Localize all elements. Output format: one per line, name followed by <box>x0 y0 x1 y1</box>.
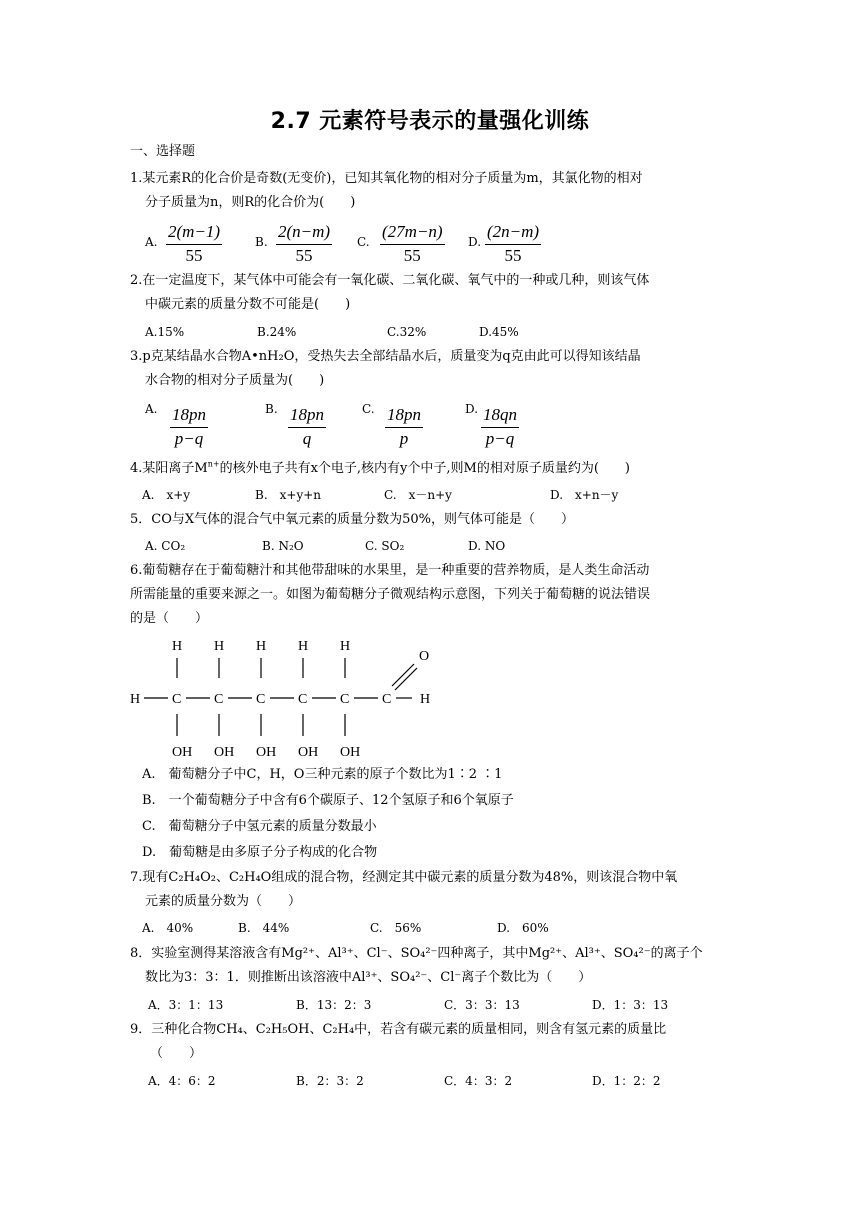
atom-o-top: O <box>419 649 430 664</box>
q6-option-a: A. 葡萄糖分子中C，H，O三种元素的原子个数比为1∶2 ∶1 <box>142 767 503 782</box>
q9-option-c: C．4：3：2 <box>444 1074 513 1088</box>
q1-option-c-fraction <box>380 222 445 267</box>
q8-option-a: A．3：1：13 <box>148 998 224 1012</box>
q6-line-3: 的是（ ） <box>130 611 209 626</box>
q5-option-d: D. NO <box>468 539 506 553</box>
glucose-structure-diagram <box>128 634 448 760</box>
q6-line-1: 6.葡萄糖存在于葡萄糖汁和其他带甜味的水果里，是一种重要的营养物质，是人类生命活动 <box>130 563 650 578</box>
atom-h-top-5: H <box>340 639 351 654</box>
q7-option-a: A. 40% <box>142 921 194 935</box>
q8-line-1: 8．实验室测得某溶液含有Mg²⁺、Al³⁺、Cl⁻、SO₄²⁻四种离子，其中Mg²⁺、Al³⁺、SO₄²⁻的离子个 <box>130 946 703 961</box>
q7-line-1: 7.现有C₂H₄O₂、C₂H₄O组成的混合物，经测定其中碳元素的质量分数为48%，则该混合物中氧 <box>130 870 678 885</box>
q1-option-b-label: B. <box>255 235 268 249</box>
q3-option-d-label: D. <box>465 402 479 416</box>
group-oh-5: OH <box>340 745 361 760</box>
q9-option-a: A．4：6：2 <box>148 1074 216 1088</box>
q1-option-b-fraction <box>276 222 332 267</box>
q8-option-b: B．13：2：3 <box>296 998 372 1012</box>
q4-option-d: D. x+n－y <box>550 488 619 502</box>
q4-text-pre: 4.某阳离子M <box>130 461 208 476</box>
q5-line: 5．CO与X气体的混合气中氧元素的质量分数为50%，则气体可能是（ ） <box>130 512 575 527</box>
q3-option-b-denominator: q <box>302 429 312 448</box>
q2-option-a: A.15% <box>145 325 185 339</box>
q4-text-post: 的核外电子共有x个电子,核内有y个中子,则M的相对原子质量约为( ) <box>219 461 630 476</box>
q8-option-c: C．3：3：13 <box>444 998 520 1012</box>
q8-option-d: D．1：3：13 <box>592 998 669 1012</box>
q3-option-b-numerator: 18pn <box>288 405 326 428</box>
q1-line-2: 分子质量为n，则R的化合价为( ) <box>145 195 356 210</box>
q3-option-d-denominator: p−q <box>485 429 515 448</box>
q3-option-c-numerator: 18pn <box>385 405 423 428</box>
q2-line-2: 中碳元素的质量分数不可能是( ) <box>145 297 351 312</box>
atom-h-top-3: H <box>256 639 267 654</box>
q1-option-a-denominator: 55 <box>185 246 203 265</box>
q3-option-c-denominator: p <box>399 429 409 448</box>
q2-line-1: 2.在一定温度下，某气体中可能会有一氧化碳、二氧化碳、氧气中的一种或几种，则该气体 <box>130 273 650 288</box>
q1-option-d-denominator: 55 <box>504 246 522 265</box>
group-oh-3: OH <box>256 745 277 760</box>
q3-option-b-label: B. <box>265 402 278 416</box>
q3-option-c-fraction <box>385 405 423 450</box>
q6-option-c: C. 葡萄糖分子中氢元素的质量分数最小 <box>142 819 377 834</box>
q1-line-1: 1.某元素R的化合价是奇数(无变价)，已知其氧化物的相对分子质量为m，其氯化物的相对 <box>130 171 643 186</box>
q1-option-c-numerator: (27m−n) <box>380 222 445 245</box>
section-heading: 一、选择题 <box>130 144 196 159</box>
q5-option-b: B. N₂O <box>262 539 304 553</box>
q1-option-a-label: A. <box>145 235 158 249</box>
q9-line-2: （ ） <box>150 1046 203 1061</box>
atom-carbon-4: C <box>298 692 308 707</box>
atom-h-left: H <box>130 692 141 707</box>
q3-option-a-label: A. <box>145 402 158 416</box>
q6-option-b: B. 一个葡萄糖分子中含有6个碳原子、12个氢原子和6个氧原子 <box>142 793 514 808</box>
q2-option-c: C.32% <box>387 325 427 339</box>
q1-option-b-numerator: 2(n−m) <box>276 222 332 245</box>
q1-option-d-fraction <box>485 222 541 267</box>
q1-option-a-fraction <box>166 222 222 267</box>
q8-line-2: 数比为3：3：1．则推断出该溶液中Al³⁺、SO₄²⁻、Cl⁻离子个数比为（ ） <box>145 970 592 985</box>
q1-option-c-denominator: 55 <box>403 246 421 265</box>
q1-option-c-label: C. <box>357 235 370 249</box>
structure-atoms <box>130 639 430 760</box>
q7-option-d: D. 60% <box>497 921 549 935</box>
q3-option-a-fraction <box>170 405 208 450</box>
atom-h-right: H <box>420 692 431 707</box>
q1-option-b-denominator: 55 <box>295 246 313 265</box>
atom-carbon-6: C <box>382 692 392 707</box>
q9-line-1: 9．三种化合物CH₄、C₂H₅OH、C₂H₄中，若含有碳元素的质量相同，则含有氢元素的质量比 <box>130 1022 667 1037</box>
q9-option-d: D．1：2：2 <box>592 1074 661 1088</box>
q4-line <box>130 460 630 478</box>
q3-option-b-fraction <box>288 405 326 450</box>
atom-h-top-2: H <box>214 639 225 654</box>
atom-carbon-5: C <box>340 692 350 707</box>
q4-option-c: C. x－n+y <box>384 488 452 502</box>
structure-bonds <box>144 658 417 736</box>
q7-option-b: B. 44% <box>238 921 290 935</box>
q3-option-d-fraction <box>481 405 519 450</box>
atom-h-top-4: H <box>298 639 309 654</box>
q1-option-d-numerator: (2n−m) <box>485 222 541 245</box>
page-title: 2.7 元素符号表示的量强化训练 <box>270 109 590 134</box>
atom-h-top-1: H <box>172 639 183 654</box>
q3-line-1: 3.p克某结晶水合物A•nH₂O，受热失去全部结晶水后，质量变为q克由此可以得知该结晶 <box>130 349 641 364</box>
q6-line-2: 所需能量的重要来源之一。如图为葡萄糖分子微观结构示意图，下列关于葡萄糖的说法错误 <box>130 587 651 602</box>
q4-option-a: A. x+y <box>142 488 191 502</box>
q3-option-c-label: C. <box>362 402 375 416</box>
atom-carbon-3: C <box>256 692 266 707</box>
q1-option-a-numerator: 2(m−1) <box>166 222 222 245</box>
atom-carbon-1: C <box>172 692 182 707</box>
q9-option-b: B．2：3：2 <box>296 1074 364 1088</box>
q3-line-2: 水合物的相对分子质量为( ) <box>145 373 325 388</box>
atom-carbon-2: C <box>214 692 224 707</box>
q3-option-d-numerator: 18qn <box>481 405 519 428</box>
q3-option-a-denominator: p−q <box>174 429 204 448</box>
q4-option-b: B. x+y+n <box>255 488 322 502</box>
group-oh-4: OH <box>298 745 319 760</box>
q7-line-2: 元素的质量分数为（ ） <box>145 894 302 909</box>
group-oh-1: OH <box>172 745 193 760</box>
q5-option-a: A. CO₂ <box>145 539 186 553</box>
q7-option-c: C. 56% <box>370 921 422 935</box>
q2-option-d: D.45% <box>479 325 519 339</box>
q6-option-d: D. 葡萄糖是由多原子分子构成的化合物 <box>142 845 378 860</box>
q2-option-b: B.24% <box>257 325 297 339</box>
q4-charge-superscript: n+ <box>207 459 220 469</box>
q3-option-a-numerator: 18pn <box>170 405 208 428</box>
group-oh-2: OH <box>214 745 235 760</box>
q1-option-d-label: D. <box>468 235 482 249</box>
q5-option-c: C. SO₂ <box>365 539 405 553</box>
